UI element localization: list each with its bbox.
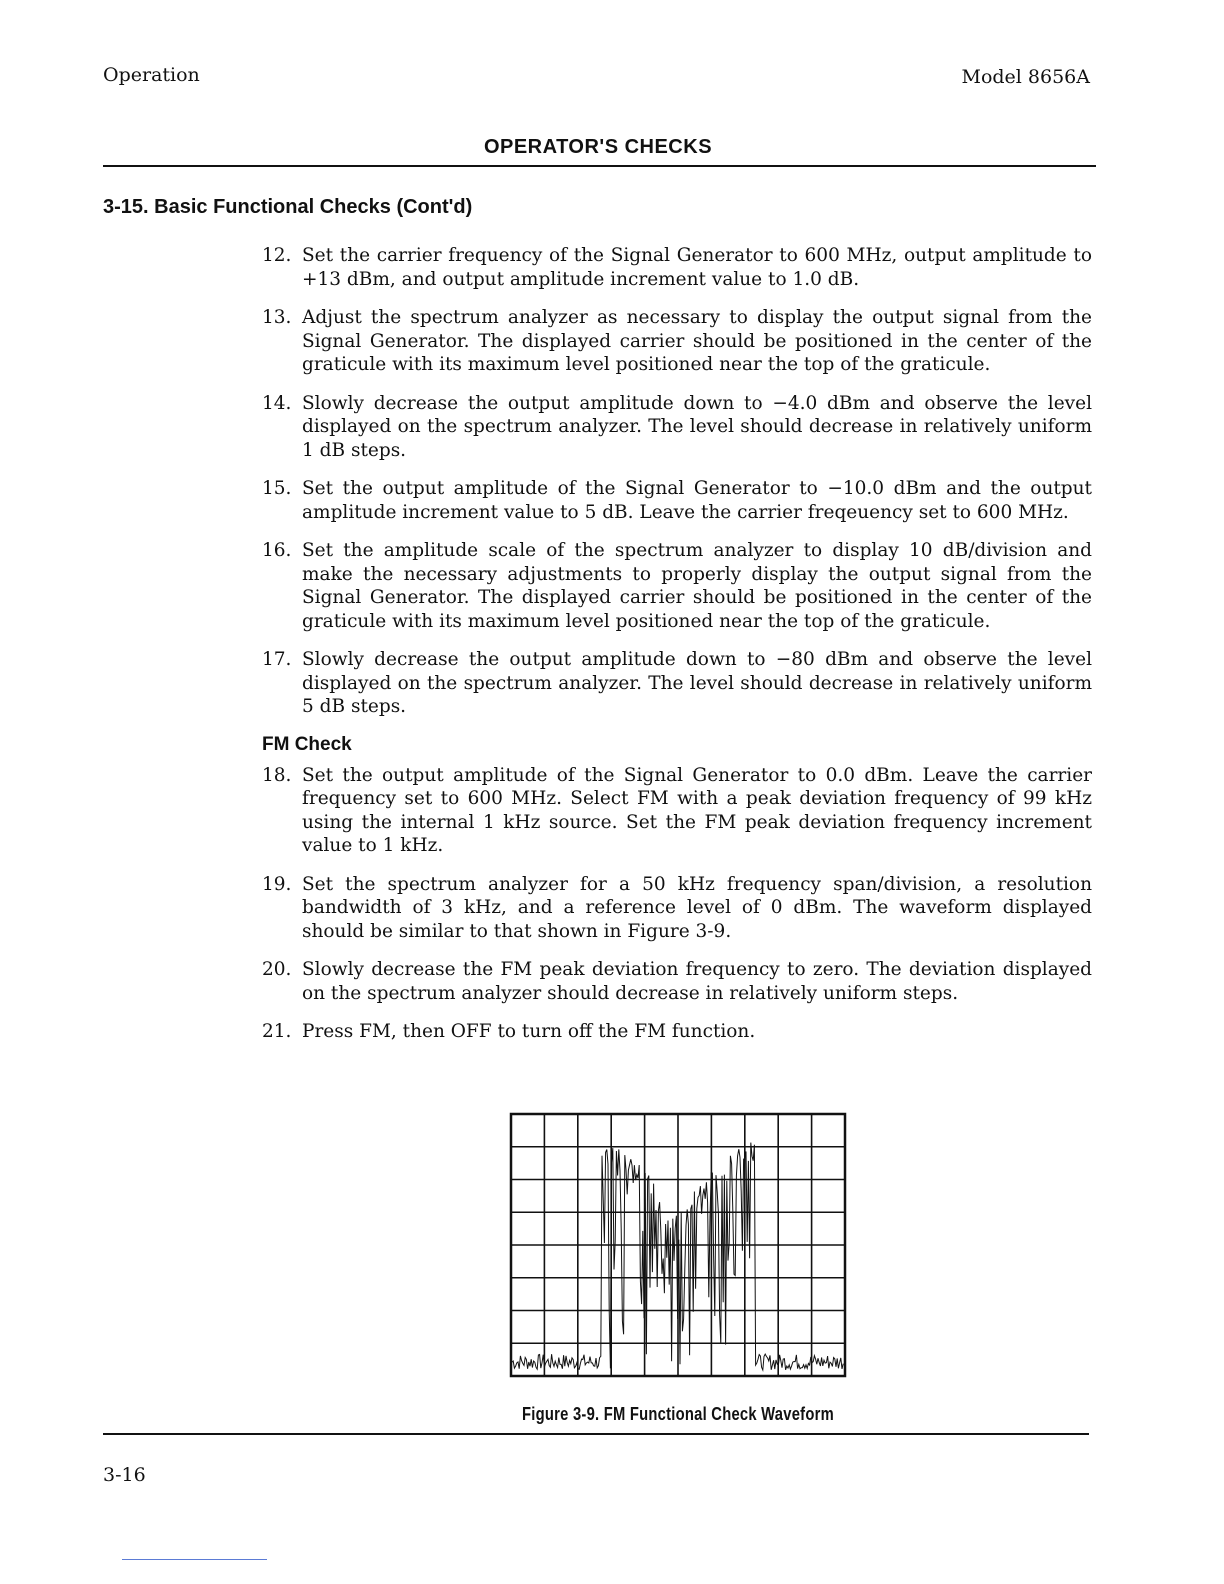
step-text: Press FM, then OFF to turn off the FM function. <box>302 1021 756 1042</box>
step-18 <box>262 764 1092 858</box>
step-number: 15. <box>262 478 292 499</box>
fm-waveform-figure <box>508 1109 848 1379</box>
bottom-divider <box>103 1433 1089 1435</box>
step-number: 13. <box>262 307 292 328</box>
top-divider <box>103 165 1096 167</box>
step-15 <box>262 477 1092 524</box>
figure-caption: Figure 3-9. FM Functional Check Waveform <box>522 1404 834 1424</box>
step-19 <box>262 873 1092 944</box>
step-number: 17. <box>262 649 292 670</box>
step-16 <box>262 539 1092 633</box>
header-section-label: Operation <box>103 64 200 86</box>
step-text: Set the spectrum analyzer for a 50 kHz frequency span/division, a resolution bandwidth of 3 kHz, and a reference level of 0 dBm. The waveform displayed should be similar to that shown in Figure 3-9. <box>302 873 1092 942</box>
step-text: Set the output amplitude of the Signal Generator to −10.0 dBm and the output amplitude increment value to 5 dB. Leave the carrier freqeuency set to 600 MHz. <box>302 478 1092 523</box>
step-number: 21. <box>262 1021 292 1042</box>
step-number: 18. <box>262 764 292 786</box>
step-13 <box>262 306 1092 377</box>
step-21 <box>262 1020 1092 1044</box>
step-text: Adjust the spectrum analyzer as necessary to display the output signal from the Signal Generator. The displayed carrier should be positioned in the center of the graticule with its maximum level positioned near the top of the graticule. <box>302 307 1092 375</box>
step-number: 12. <box>262 245 292 266</box>
step-17 <box>262 648 1092 719</box>
step-number: 19. <box>262 873 292 895</box>
step-text: Slowly decrease the FM peak deviation frequency to zero. The deviation displayed on the spectrum analyzer should decrease in relatively uniform steps. <box>302 959 1092 1004</box>
step-text: Slowly decrease the output amplitude down to −80 dBm and observe the level displayed on the spectrum analyzer. The level should decrease in relatively uniform 5 dB steps. <box>302 649 1092 717</box>
step-14 <box>262 392 1092 463</box>
step-text: Slowly decrease the output amplitude down to −4.0 dBm and observe the level displayed on the spectrum analyzer. The level should decrease in relatively uniform 1 dB steps. <box>302 392 1092 461</box>
spectrum-graticule <box>508 1109 848 1379</box>
step-number: 20. <box>262 959 292 980</box>
step-text: Set the carrier frequency of the Signal Generator to 600 MHz, output amplitude to +13 dBm, and output amplitude increment value to 1.0 dB. <box>302 245 1092 290</box>
page-number: 3-16 <box>103 1464 146 1486</box>
step-number: 14. <box>262 392 292 414</box>
subsection-title: 3-15. Basic Functional Checks (Cont'd) <box>103 196 473 218</box>
step-number: 16. <box>262 540 292 561</box>
step-text: Set the amplitude scale of the spectrum analyzer to display 10 dB/division and make the necessary adjustments to properly display the output signal from the Signal Generator. The displayed carrier should be positioned in the center of the graticule with its maximum level positioned near the top of the graticule. <box>302 540 1092 632</box>
section-title: OPERATOR'S CHECKS <box>483 136 713 158</box>
step-20 <box>262 958 1092 1005</box>
procedure-steps <box>262 244 1092 1059</box>
header-model-label: Model 8656A <box>961 66 1090 88</box>
step-12 <box>262 244 1092 291</box>
footer-link-underline <box>122 1559 267 1560</box>
fm-check-heading: FM Check <box>262 733 352 755</box>
step-text: Set the output amplitude of the Signal Generator to 0.0 dBm. Leave the carrier frequency set to 600 MHz. Select FM with a peak deviation frequency of 99 kHz using the internal 1 kHz source. Set the FM peak deviation frequency increment value to 1 kHz. <box>302 764 1092 856</box>
